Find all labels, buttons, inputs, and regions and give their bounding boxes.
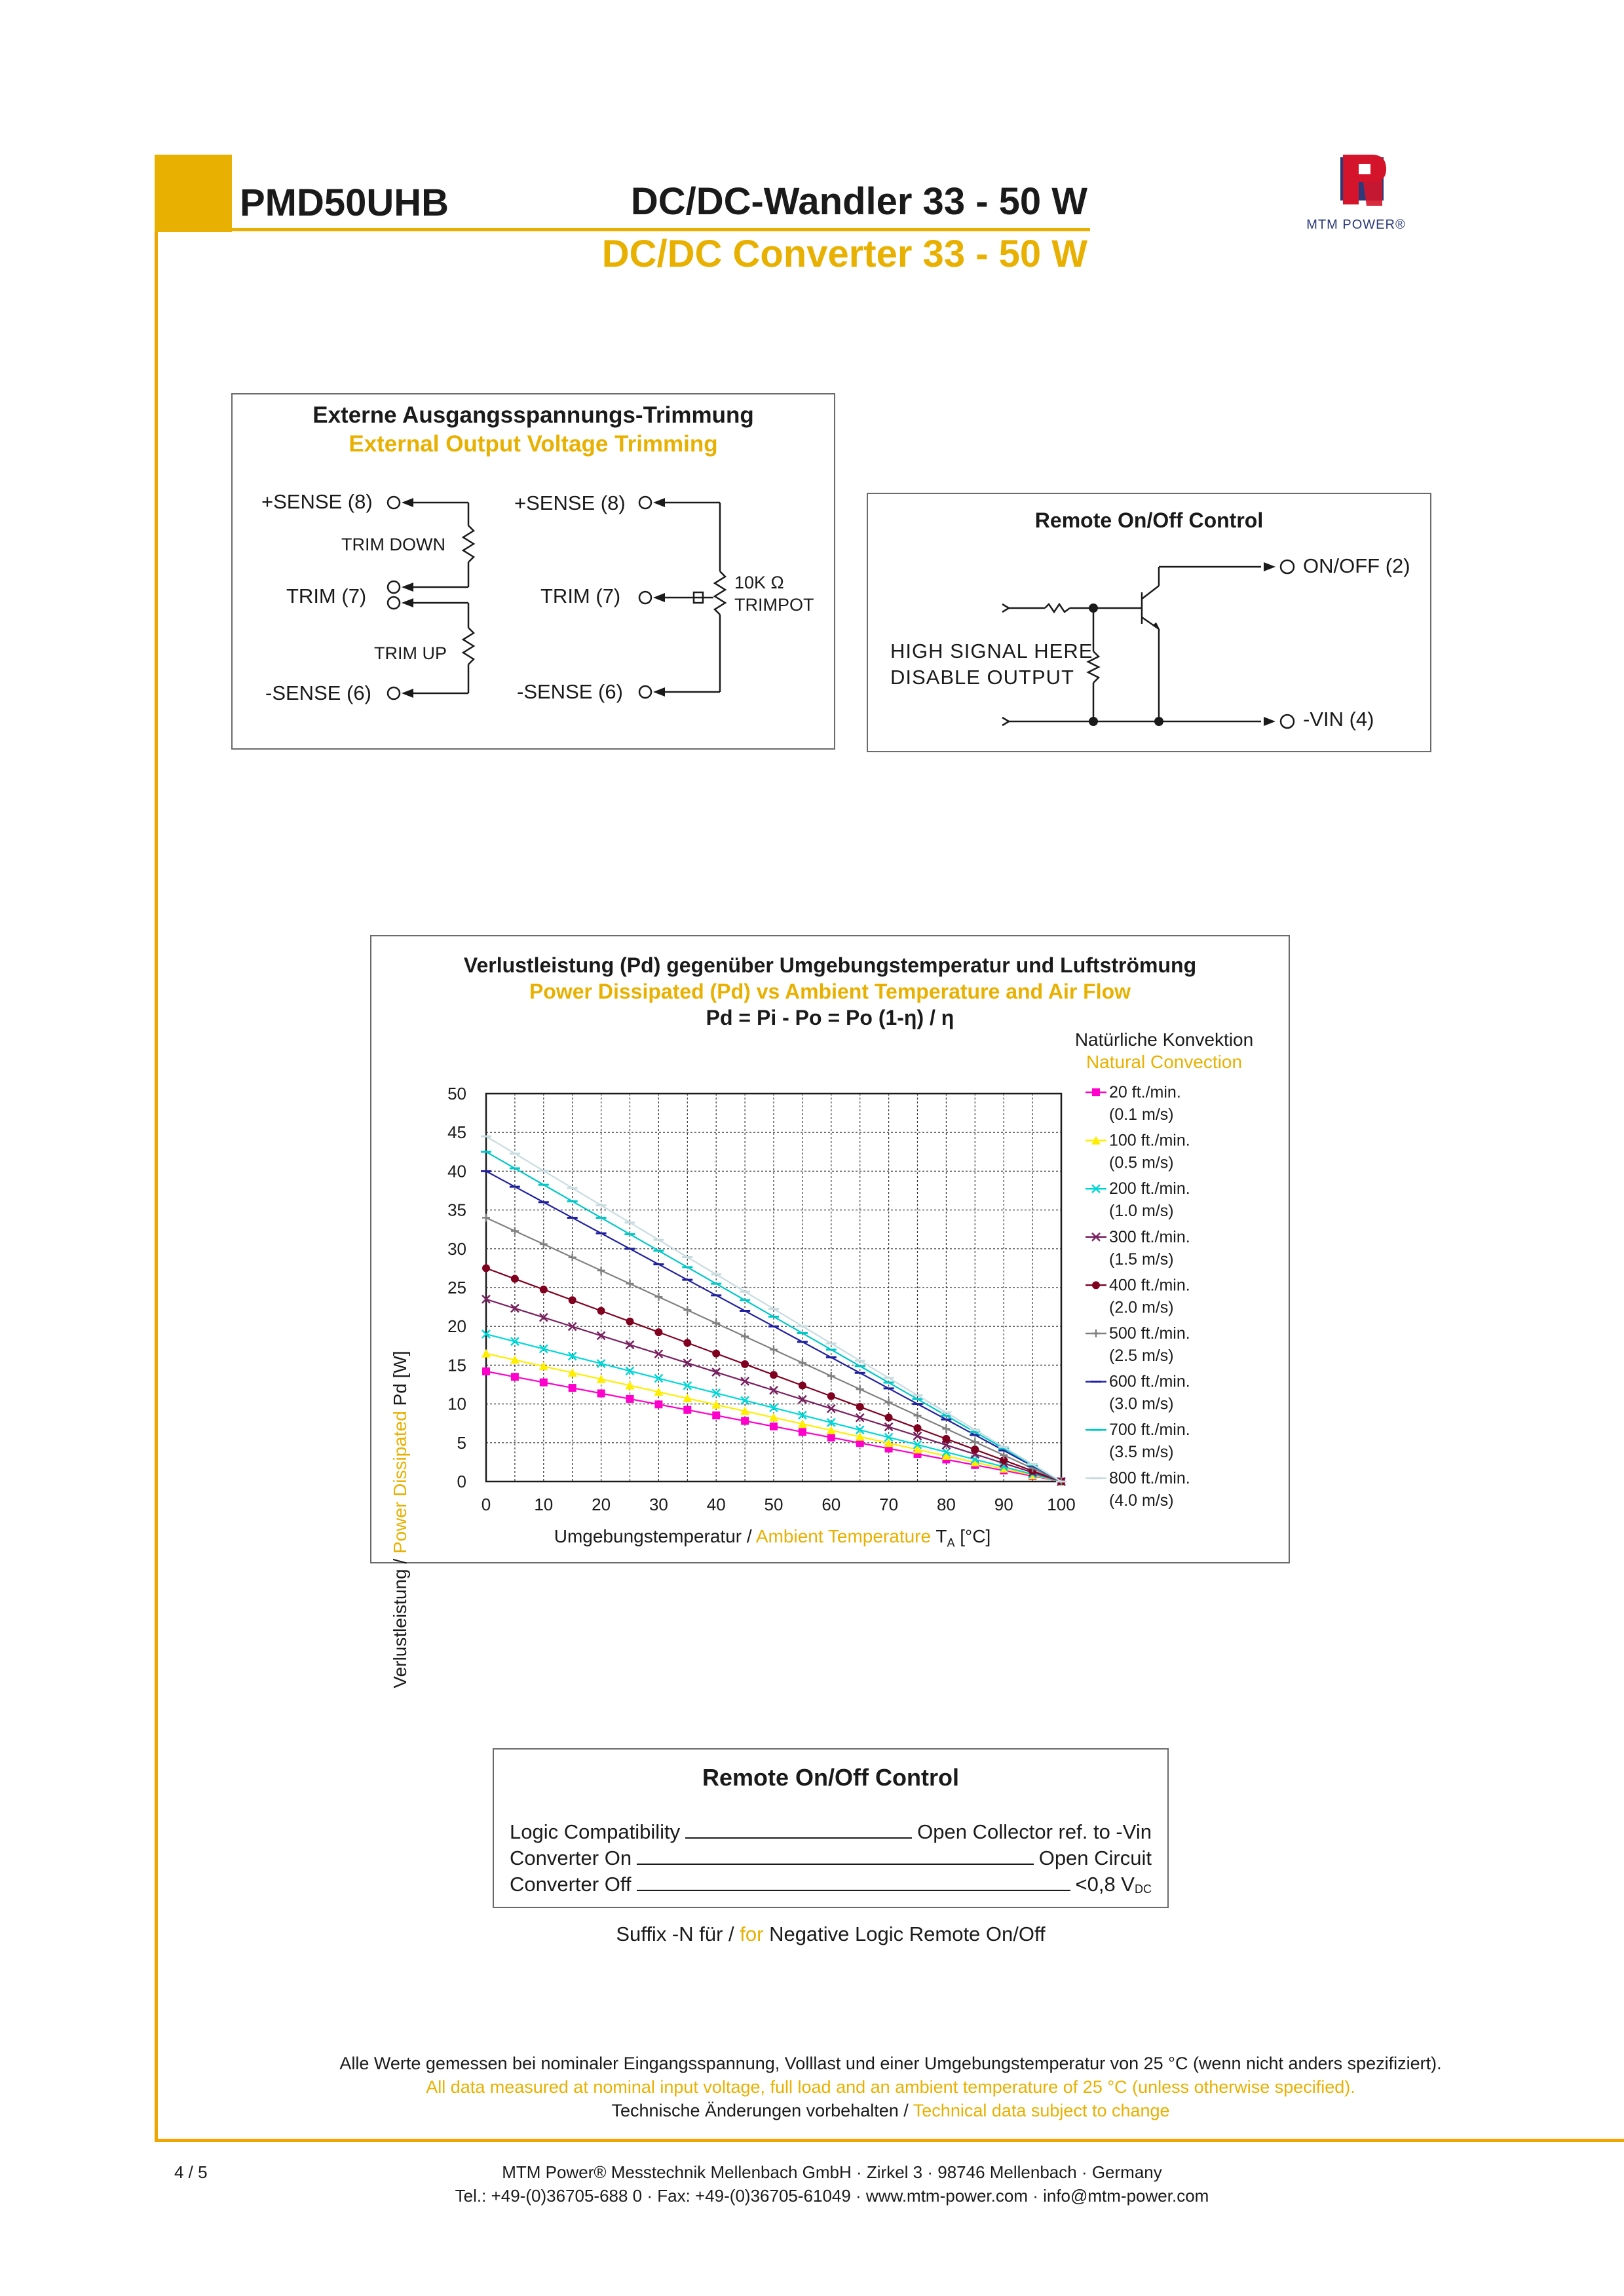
point-marker (540, 1286, 548, 1293)
y-tick-label: 15 (447, 1355, 466, 1375)
spec-value: <0,8 V (1075, 1873, 1135, 1896)
point-marker (654, 1400, 662, 1408)
spec-value: Open Circuit (1038, 1846, 1152, 1869)
legend-sublabel: (3.5 m/s) (1109, 1443, 1174, 1462)
y-tick-label: 40 (447, 1161, 466, 1181)
header-accent-tab (155, 155, 232, 232)
spec-label: Converter On (510, 1846, 632, 1869)
x-tick-label: 100 (1047, 1495, 1076, 1514)
chart-title-en: Power Dissipated (Pd) vs Ambient Temperature and Air Flow (529, 980, 1131, 1003)
x-tick-label: 50 (764, 1495, 784, 1514)
legend-label: 500 ft./min. (1109, 1324, 1190, 1343)
remote-box (867, 493, 1431, 752)
chart-formula: Pd = Pi - Po = Po (1-η) / η (706, 1006, 954, 1029)
y-axis-label-de: Verlustleistung / (390, 1554, 410, 1689)
point-marker (712, 1411, 720, 1419)
spec-leader (637, 1864, 1034, 1865)
y-tick-label: 50 (447, 1084, 466, 1103)
point-marker (942, 1435, 950, 1443)
legend-label: 200 ft./min. (1109, 1179, 1190, 1198)
label-trim-down: TRIM DOWN (341, 535, 445, 554)
legend-label: 100 ft./min. (1109, 1131, 1190, 1150)
note-line2: All data measured at nominal input voltage, full load and an ambient temperature of 25 °C (unless otherwise specified). (426, 2077, 1355, 2097)
point-marker (741, 1360, 749, 1368)
label-sense-plus-left: +SENSE (8) (261, 490, 373, 513)
note-line1: Alle Werte gemessen bei nominaler Eingangsspannung, Volllast und einer Umgebungstemperatur von 25 °C (wenn nicht anders spezifiziert). (339, 2054, 1442, 2073)
suffix-note-rest: Negative Logic Remote On/Off (763, 1923, 1046, 1945)
y-axis-label-unit: Pd [W] (390, 1350, 410, 1411)
legend-sublabel: (4.0 m/s) (1109, 1491, 1174, 1510)
label-trim-right: TRIM (7) (540, 584, 621, 607)
legend-label: 20 ft./min. (1109, 1083, 1181, 1101)
chart-title-de: Verlustleistung (Pd) gegenüber Umgebungstemperatur und Luftströmung (463, 953, 1197, 977)
x-tick-label: 0 (481, 1495, 491, 1514)
x-axis-label-en: Ambient Temperature (755, 1526, 932, 1546)
point-marker (569, 1384, 576, 1392)
point-marker (511, 1275, 519, 1283)
legend-sublabel: (0.1 m/s) (1109, 1105, 1174, 1124)
label-pot-value: 10K Ω (734, 573, 784, 592)
point-marker (827, 1392, 835, 1400)
y-tick-label: 5 (457, 1432, 466, 1453)
point-marker (1092, 1281, 1100, 1289)
legend-label: 700 ft./min. (1109, 1421, 1190, 1440)
point-marker (799, 1428, 806, 1436)
suffix-note-en: for (740, 1923, 764, 1945)
point-marker (540, 1379, 548, 1387)
point-marker (914, 1425, 922, 1432)
spec-row (510, 1818, 1152, 1844)
x-tick-label: 40 (706, 1495, 726, 1514)
note-line3 (157, 2101, 1624, 2121)
y-tick-label: 0 (457, 1472, 466, 1491)
point-marker (683, 1406, 691, 1414)
x-tick-label: 90 (994, 1495, 1013, 1514)
chart-plot (371, 936, 1289, 1562)
legend-title-de: Natürliche Konvektion (1074, 1029, 1254, 1050)
legend-sublabel: (1.0 m/s) (1109, 1202, 1174, 1221)
legend-sublabel: (2.0 m/s) (1109, 1298, 1174, 1317)
x-tick-label: 30 (649, 1495, 668, 1514)
spec-box (493, 1748, 1169, 1908)
footer-line2: Tel.: +49-(0)36705-688 0 · Fax: +49-(0)36705-61049 · www.mtm-power.com · info@mtm-power.com (455, 2186, 1209, 2206)
point-marker (597, 1307, 605, 1315)
legend-label: 600 ft./min. (1109, 1372, 1190, 1391)
point-marker (511, 1373, 519, 1381)
x-axis-label-de: Umgebungstemperatur / (554, 1526, 756, 1546)
point-marker (741, 1417, 749, 1425)
point-marker (799, 1381, 806, 1389)
legend-sublabel: (3.0 m/s) (1109, 1394, 1174, 1413)
model-number: PMD50UHB (240, 182, 449, 224)
x-tick-label: 60 (821, 1495, 841, 1514)
y-tick-label: 25 (447, 1278, 466, 1297)
point-marker (654, 1328, 662, 1336)
page-frame-bottom (155, 2139, 1624, 2142)
spec-value-subscript: DC (1135, 1883, 1152, 1896)
label-trim-left: TRIM (7) (286, 584, 367, 607)
label-sense-plus-right: +SENSE (8) (514, 491, 626, 514)
x-tick-label: 70 (879, 1495, 899, 1514)
y-tick-label: 30 (447, 1238, 466, 1259)
y-tick-label: 35 (447, 1200, 466, 1220)
label-on-off: ON/OFF (2) (1303, 554, 1410, 577)
y-tick-label: 45 (447, 1122, 466, 1143)
point-marker (1092, 1088, 1100, 1096)
trim-box (231, 393, 835, 750)
chart-box (370, 935, 1290, 1689)
trim-box-title-en: External Output Voltage Trimming (349, 431, 718, 457)
footer-line1: MTM Power® Messtechnik Mellenbach GmbH · Zirkel 3 · 98746 Mellenbach · Germany (502, 2162, 1162, 2182)
note-line2: DISABLE OUTPUT (890, 666, 1074, 689)
label-trim-up: TRIM UP (374, 643, 447, 663)
mtm-logo-icon (1336, 152, 1395, 211)
point-marker (971, 1445, 979, 1453)
note-line1: HIGH SIGNAL HERE (890, 640, 1093, 662)
x-axis-label-symbol: T (931, 1526, 947, 1546)
trim-schematic (233, 394, 834, 748)
suffix-note (0, 1923, 1624, 1946)
point-marker (856, 1403, 864, 1411)
logo-text: MTM POWER® (1306, 218, 1406, 232)
y-axis-label-en: Power Dissipated (390, 1411, 410, 1554)
point-marker (770, 1423, 778, 1430)
label-sense-minus-right: -SENSE (6) (517, 680, 623, 703)
point-marker (712, 1350, 720, 1358)
point-marker (885, 1413, 893, 1421)
point-marker (683, 1339, 691, 1347)
spec-row (510, 1844, 1152, 1870)
legend-label: 400 ft./min. (1109, 1276, 1190, 1295)
spec-row (510, 1870, 1152, 1896)
note-line3-en: Technical data subject to change (913, 2101, 1170, 2120)
legend-sublabel: (2.5 m/s) (1109, 1347, 1174, 1365)
spec-leader (685, 1837, 912, 1839)
page-frame-left (155, 155, 158, 2141)
legend-title-en: Natural Convection (1086, 1052, 1243, 1072)
point-marker (827, 1434, 835, 1442)
y-tick-label: 20 (447, 1316, 466, 1337)
label-trimpot: TRIMPOT (734, 595, 814, 615)
page-number: 4 / 5 (174, 2162, 208, 2182)
remote-schematic (868, 494, 1430, 751)
legend-label: 800 ft./min. (1109, 1468, 1190, 1487)
spec-label: Logic Compatibility (510, 1820, 681, 1843)
x-axis-label-unit: [°C] (954, 1526, 991, 1546)
x-tick-label: 20 (592, 1495, 611, 1514)
y-tick-label: 10 (447, 1394, 466, 1414)
remote-box-title: Remote On/Off Control (1034, 508, 1264, 532)
spec-box-title: Remote On/Off Control (702, 1764, 959, 1791)
header-underline (232, 228, 1090, 231)
suffix-note-de: Suffix -N für / (616, 1923, 740, 1945)
spec-leader (637, 1890, 1070, 1891)
x-axis-label-subscript: A (947, 1536, 955, 1550)
spec-rows (510, 1818, 1152, 1896)
legend-sublabel: (0.5 m/s) (1109, 1153, 1174, 1172)
label-vin: -VIN (4) (1303, 708, 1374, 731)
legend-sublabel: (1.5 m/s) (1109, 1250, 1174, 1269)
spec-label: Converter Off (510, 1873, 632, 1896)
x-tick-label: 80 (936, 1495, 956, 1514)
spec-value: Open Collector ref. to -Vin (917, 1820, 1152, 1843)
legend-label: 300 ft./min. (1109, 1227, 1190, 1246)
point-marker (482, 1264, 490, 1272)
point-marker (626, 1318, 634, 1326)
point-marker (626, 1395, 634, 1403)
x-tick-label: 10 (534, 1495, 554, 1514)
point-marker (770, 1371, 778, 1379)
point-marker (597, 1389, 605, 1397)
label-sense-minus-left: -SENSE (6) (265, 681, 371, 704)
point-marker (569, 1296, 576, 1304)
page-title-en: DC/DC Converter 33 - 50 W (601, 233, 1087, 275)
point-marker (482, 1368, 490, 1375)
note-line3-de: Technische Änderungen vorbehalten / (611, 2101, 913, 2120)
trim-box-title-de: Externe Ausgangsspannungs-Trimmung (312, 402, 754, 428)
page-title-de: DC/DC-Wandler 33 - 50 W (630, 180, 1087, 223)
